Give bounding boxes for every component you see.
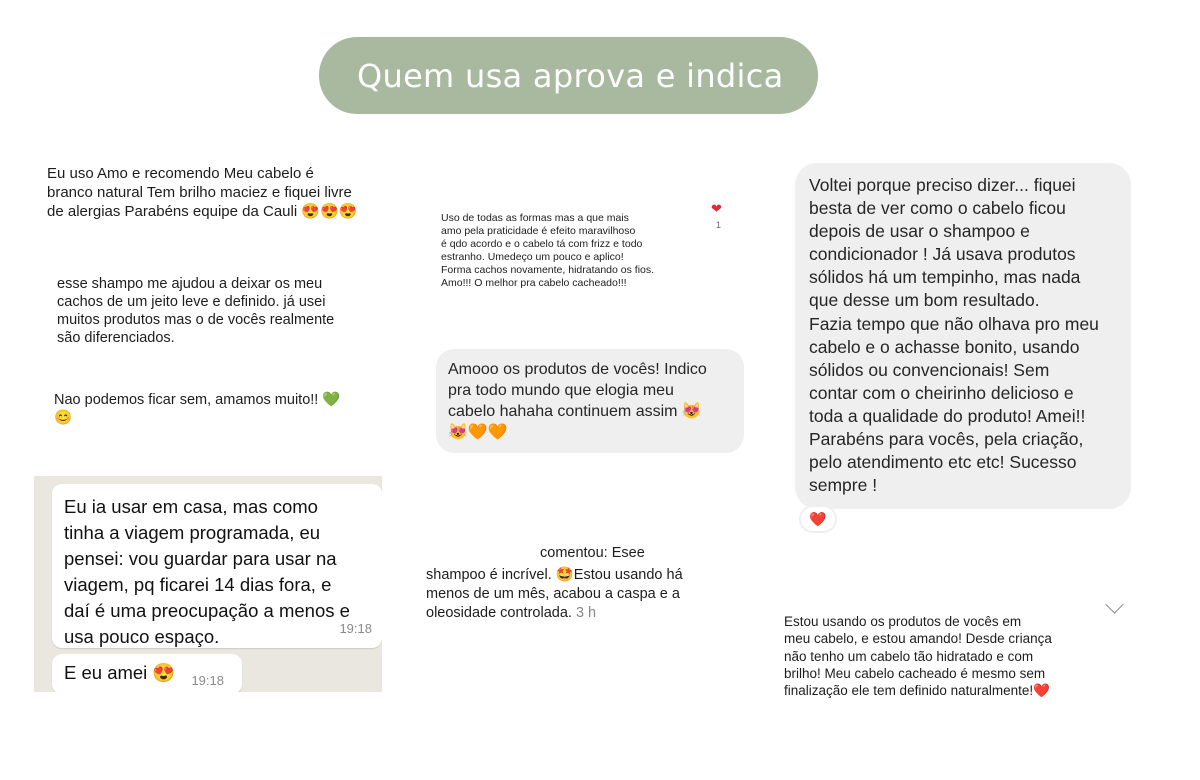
message-bubble xyxy=(795,163,1131,509)
message-timestamp: 19:18 xyxy=(191,673,224,688)
comment-text: shampoo é incrível. 🤩Estou usando há menos de um mês, acabou a caspa e a oleosidade controlada. xyxy=(426,567,683,621)
message-text: Amooo os produtos de vocês! Indico pra todo mundo que elogia meu cabelo hahaha continuem assim 😻 😻🧡🧡 xyxy=(448,361,707,441)
message-bubble xyxy=(436,349,744,453)
chevron-down-icon[interactable] xyxy=(1105,595,1123,613)
testimonial-text: Eu uso Amo e recomendo Meu cabelo é branco natural Tem brilho maciez e fiquei livre de alergias Parabéns equipe da Cauli 😍😍😍 xyxy=(47,165,358,220)
message-timestamp: 19:18 xyxy=(339,621,372,636)
testimonial-text: Uso de todas as formas mas a que mais amo pela praticidade é efeito maravilhoso é qdo acordo e o cabelo tá com frizz e todo estranho. Umedeço um pouco e aplico! Forma cachos novamente, hidratando os fios. Amo!!! O melhor pra cabelo cacheado!!! xyxy=(441,212,655,289)
message-text: Voltei porque preciso dizer... fiquei besta de ver como o cabelo ficou depois de usar o shampoo e condicionador ! Já usava produtos sólidos há um tempinho, mas nada que desse um bom resultado. Fazia tempo que não olhava pro meu cabelo e o achasse bonito, usando sólidos ou convencionais! Sem contar com o cheirinho delicioso e toda a qualidade do produto! Amei!! Parabéns para vocês, pela criação, pelo atendimento etc etc! Sucesso sempre ! xyxy=(809,175,1099,496)
page-title: Quem usa aprova e indica xyxy=(357,56,784,95)
chat-message-text: Eu ia usar em casa, mas como tinha a viagem programada, eu pensei: vou guardar para usar na viagem, pq ficarei 14 dias fora, e daí é uma preocupação a menos e usa pouco espaço. xyxy=(64,496,350,647)
testimonial-text: esse shampo me ajudou a deixar os meu cachos de um jeito leve e definido. já usei muitos produtos mas o de vocês realmente são diferenciados. xyxy=(57,276,335,346)
whatsapp-screenshot xyxy=(34,476,382,692)
comment-author-line: comentou: Esee xyxy=(540,545,645,561)
chat-message-text: E eu amei 😍 xyxy=(64,662,176,683)
chat-message-bubble xyxy=(52,654,242,692)
like-count: 1 xyxy=(716,220,722,230)
comment-timestamp: 3 h xyxy=(575,605,597,621)
heart-icon[interactable]: ❤ xyxy=(711,201,722,216)
header-banner xyxy=(319,37,818,114)
heart-reaction-icon[interactable]: ❤️ xyxy=(801,507,835,531)
testimonial-text: Estou usando os produtos de vocês em meu cabelo, e estou amando! Desde criança não tenho um cabelo tão hidratado e com brilho! Meu cabelo cacheado é mesmo sem finalização ele tem definido naturalmente!❤️ xyxy=(784,614,1052,699)
chat-message-bubble xyxy=(52,484,382,648)
testimonial-text: Nao podemos ficar sem, amamos muito!! 💚 😊 xyxy=(54,392,341,426)
comment-block xyxy=(426,566,716,623)
